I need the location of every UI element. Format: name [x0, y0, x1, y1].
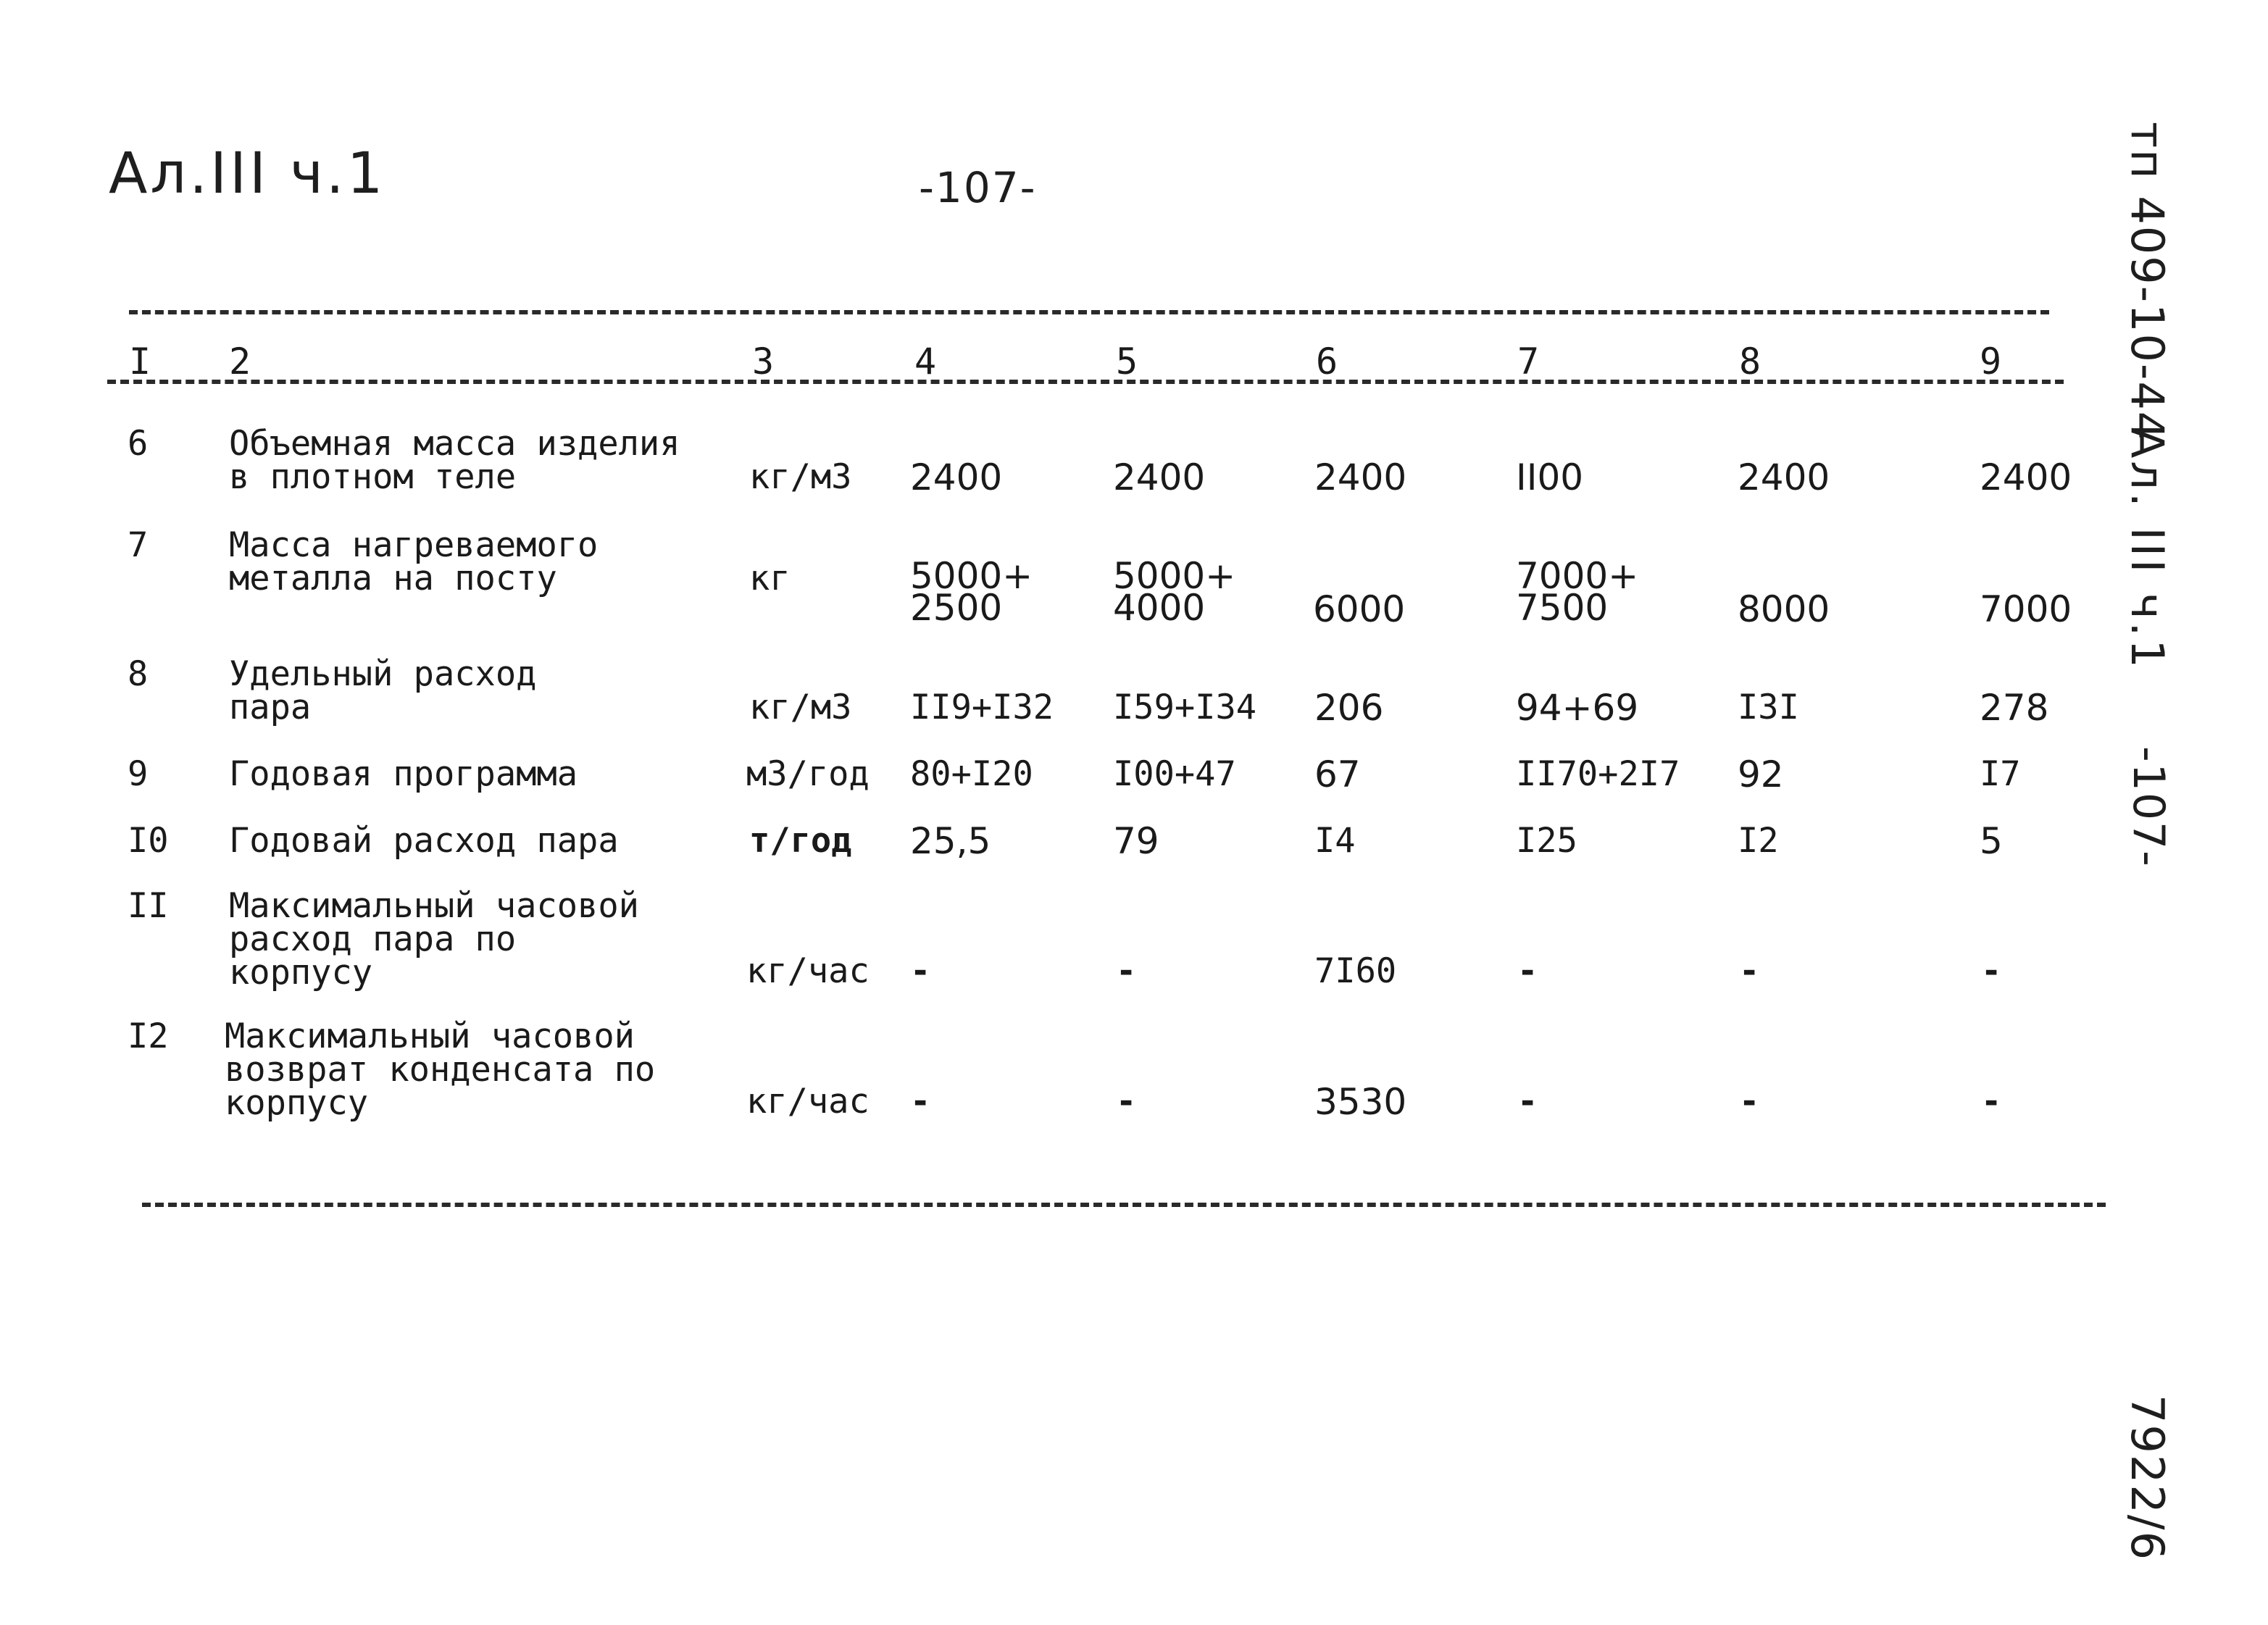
row-name-line: Максимальный часовой	[225, 1016, 635, 1056]
header-bottom-rule	[107, 380, 2064, 384]
row-name-line: корпусу	[229, 953, 373, 993]
cell-value: I7	[1980, 754, 2021, 794]
cell-dash: -	[1739, 1082, 1760, 1121]
doc-code-vertical: тп 409-10-44	[2121, 122, 2174, 442]
row-unit: кг/час	[746, 1082, 870, 1121]
cell-value: 5000+	[1113, 555, 1236, 597]
cell-value: I2	[1738, 821, 1779, 861]
row-name-line: Удельный расход	[229, 654, 537, 694]
cell-value: 5000+	[910, 555, 1033, 597]
cell-value: 2400	[1738, 456, 1830, 498]
cell-value: I4	[1314, 821, 1356, 861]
row-name-line: Максимальный часовой	[229, 886, 639, 926]
cell-value: I25	[1516, 821, 1577, 861]
row-name-line: корпусу	[225, 1083, 369, 1123]
col-header-5: 5	[1116, 341, 1138, 383]
row-number: 7	[128, 525, 149, 565]
cell-value: 7000+	[1516, 555, 1639, 597]
cell-dash: -	[1116, 1082, 1137, 1121]
album-code-vertical: Ал. III ч.1	[2121, 427, 2174, 671]
row-name-line: металла на посту	[229, 559, 557, 598]
row-unit: кг	[749, 559, 791, 598]
row-number: 9	[128, 754, 149, 794]
row-name-line: возврат конденсата по	[225, 1050, 656, 1090]
cell-dash: -	[1517, 1082, 1538, 1121]
cell-value: II9+I32	[910, 688, 1054, 727]
row-unit: м3/год	[746, 754, 870, 794]
cell-value: 206	[1314, 687, 1384, 729]
cell-value: 25,5	[910, 820, 991, 862]
row-name-line: пара	[229, 688, 312, 727]
cell-value: 7000	[1980, 588, 2072, 630]
row-number: II	[128, 886, 169, 926]
row-unit: кг/час	[746, 951, 870, 991]
row-name-line: Годовай расход пара	[229, 821, 619, 861]
row-number: 6	[128, 424, 149, 464]
cell-value: I00+47	[1113, 754, 1236, 794]
cell-dash: -	[1981, 1082, 2002, 1121]
cell-dash: -	[1517, 951, 1538, 991]
row-unit: т/год	[749, 821, 852, 861]
cell-value: 278	[1980, 687, 2049, 729]
col-header-1: I	[129, 341, 151, 383]
page-mark-vertical: -107-	[2123, 746, 2174, 868]
cell-value: 94+69	[1516, 687, 1639, 729]
table-bottom-rule	[142, 1203, 2106, 1207]
cell-dash: -	[910, 1082, 931, 1121]
cell-dash: -	[910, 951, 931, 991]
cell-value: 2400	[1314, 456, 1407, 498]
cell-value: 79	[1113, 820, 1159, 862]
col-header-8: 8	[1739, 341, 1762, 383]
album-code: Ал.III ч.1	[109, 141, 386, 206]
cell-dash: -	[1981, 951, 2002, 991]
row-unit: кг/м3	[749, 457, 852, 497]
page-number: -107-	[919, 163, 1037, 212]
cell-value: II00	[1516, 456, 1584, 498]
cell-value: 80+I20	[910, 754, 1033, 794]
cell-value: 7500	[1516, 587, 1609, 629]
table-top-rule	[129, 310, 2049, 314]
row-number: 8	[128, 654, 149, 694]
col-header-7: 7	[1517, 341, 1540, 383]
cell-value: I59+I34	[1113, 688, 1257, 727]
row-name-line: Годовая программа	[229, 754, 578, 794]
row-name-line: расход пара по	[229, 919, 517, 959]
row-unit: кг/м3	[749, 688, 852, 727]
row-name-line: Объемная масса изделия	[229, 424, 680, 464]
inventory-number: 7922/6	[2121, 1395, 2174, 1562]
cell-value: 2400	[1980, 456, 2072, 498]
cell-value: II70+2I7	[1516, 754, 1680, 794]
cell-value: 6000	[1313, 588, 1406, 630]
col-header-4: 4	[914, 341, 937, 383]
cell-value: 5	[1980, 820, 2003, 862]
row-name-line: Масса нагреваемого	[229, 525, 599, 565]
col-header-2: 2	[229, 341, 251, 383]
cell-value: 92	[1738, 753, 1784, 795]
row-number: I2	[128, 1016, 169, 1056]
col-header-3: 3	[752, 341, 775, 383]
cell-value: 4000	[1113, 587, 1206, 629]
cell-value: 2400	[910, 456, 1003, 498]
col-header-6: 6	[1316, 341, 1338, 383]
cell-value: 2500	[910, 587, 1003, 629]
cell-value: 2400	[1113, 456, 1206, 498]
row-number: I0	[128, 821, 169, 861]
col-header-9: 9	[1980, 341, 2002, 383]
cell-value: 8000	[1738, 588, 1830, 630]
cell-dash: -	[1116, 951, 1137, 991]
cell-value: 3530	[1314, 1081, 1407, 1123]
cell-value: 7I60	[1314, 951, 1397, 991]
cell-value: I3I	[1738, 688, 1799, 727]
cell-dash: -	[1739, 951, 1760, 991]
cell-value: 67	[1314, 753, 1361, 795]
row-name-line: в плотном теле	[229, 457, 517, 497]
